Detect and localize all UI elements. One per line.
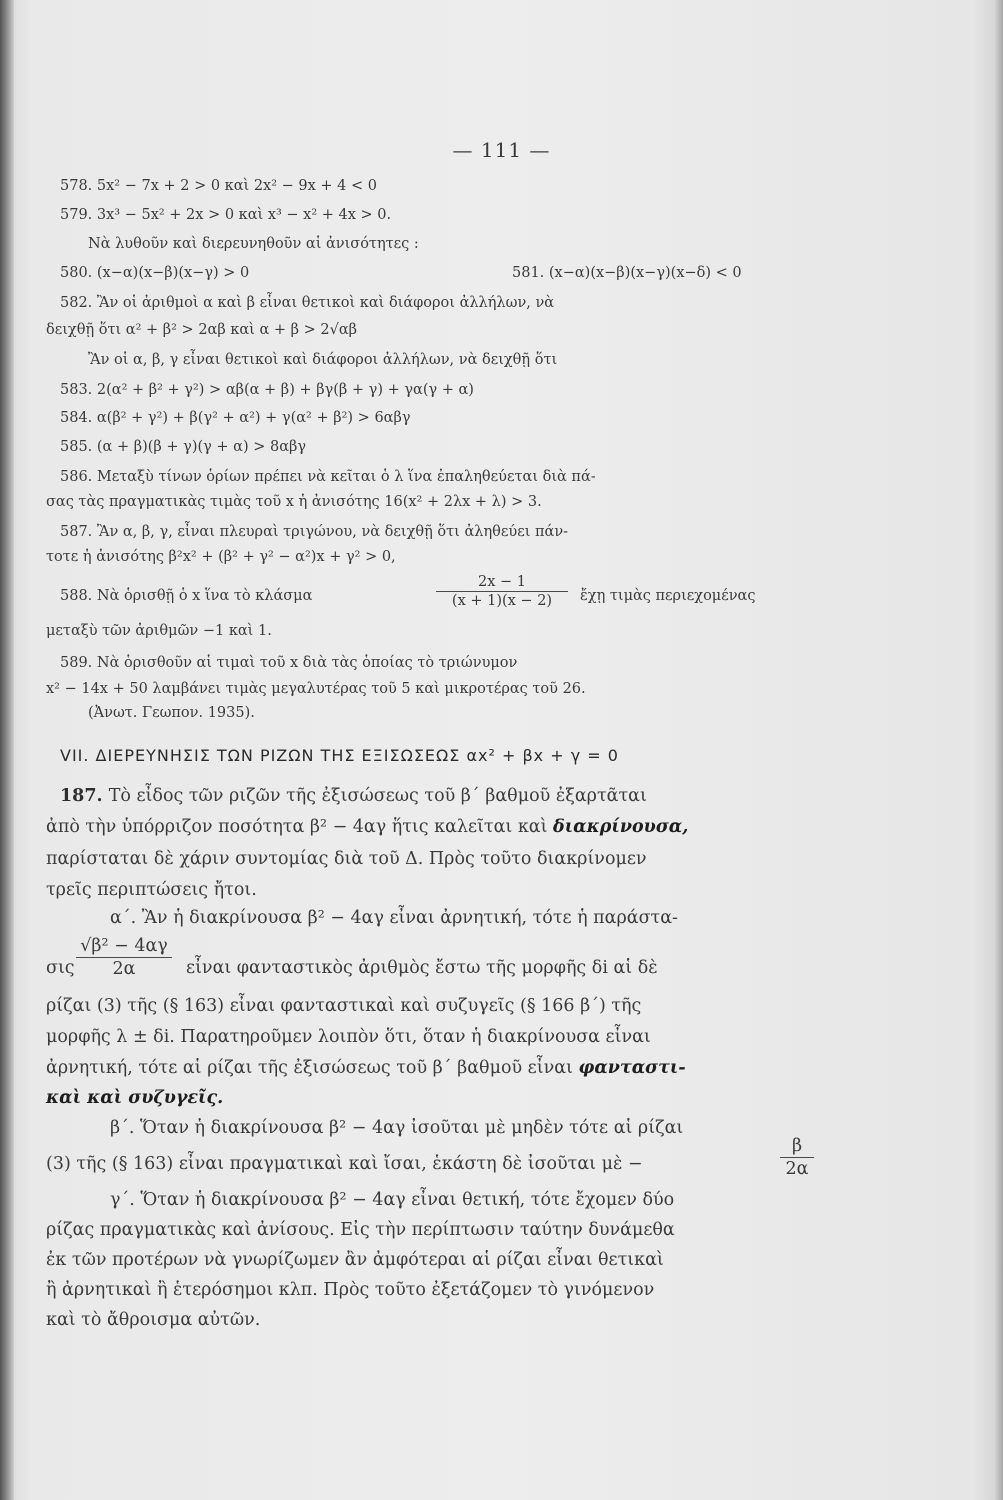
exercise-584: 584. α(β² + γ²) + β(γ² + α²) + γ(α² + β²) > 6αβγ (60, 410, 411, 426)
case-b-line1: β΄. Ὅταν ἡ διακρίνουσα β² − 4αγ ἰσοῦται μὲ μηδὲν τότε αἱ ρίζαι (110, 1118, 684, 1138)
exercise-589-source: (Ἀνωτ. Γεωπον. 1935). (88, 705, 255, 721)
case-c-line3: ἐκ τῶν προτέρων νὰ γνωρίζωμεν ἂν ἀμφότεραι αἱ ρίζαι εἶναι θετικαὶ (46, 1250, 664, 1270)
exercise-588: 588. Νὰ ὁρισθῇ ὁ x ἵνα τὸ κλάσμα (60, 588, 313, 604)
term-imaginary: φανταστι- (578, 1058, 686, 1078)
exercise-586-cont: σας τὰς πραγματικὰς τιμὰς τοῦ x ἡ ἀνισότης 16(x² + 2λx + λ) > 3. (46, 494, 542, 510)
instruction-show: Ἂν οἱ α, β, γ εἶναι θετικοὶ καὶ διάφοροι ἀλλήλων, νὰ δειχθῇ ὅτι (88, 352, 558, 368)
exercise-588-post: ἔχῃ τιμὰς περιεχομένας (580, 588, 756, 604)
instruction-solve: Νὰ λυθοῦν καὶ διερευνηθοῦν αἱ ἀνισότητες : (88, 236, 419, 252)
exercise-587: 587. Ἂν α, β, γ, εἶναι πλευραὶ τριγώνου, νὰ δειχθῇ ὅτι ἀληθεύει πάν- (60, 524, 569, 540)
case-c-line2: ρίζας πραγματικὰς καὶ ἀνίσους. Εἰς τὴν περίπτωσιν ταύτην δυνάμεθα (46, 1220, 675, 1240)
paragraph-187-line2: ἀπὸ τὴν ὑπόρριζον ποσότητα β² − 4αγ ἥτις καλεῖται καὶ διακρίνουσα, (46, 817, 689, 837)
exercise-583: 583. 2(α² + β² + γ²) > αβ(α + β) + βγ(β + γ) + γα(γ + α) (60, 382, 474, 398)
case-c-line1: γ΄. Ὅταν ἡ διακρίνουσα β² − 4αγ εἶναι θετική, τότε ἔχομεν δύο (110, 1190, 675, 1210)
exercise-581: 581. (x−α)(x−β)(x−γ)(x−δ) < 0 (512, 265, 742, 281)
exercise-587-cont: τοτε ἡ ἀνισότης β²x² + (β² + γ² − α²)x + γ² > 0, (46, 549, 396, 565)
paragraph-187-line4: τρεῖς περιπτώσεις ἤτοι. (46, 880, 257, 900)
case-c-line5: καὶ τὸ ἄθροισμα αὐτῶν. (46, 1310, 261, 1330)
case-a-fraction (76, 936, 172, 979)
case-a-line5: ἀρνητική, τότε αἱ ρίζαι τῆς ἐξισώσεως τοῦ β΄ βαθμοῦ εἶναι φανταστι- (46, 1058, 686, 1078)
exercise-582-cont: δειχθῇ ὅτι α² + β² > 2αβ καὶ α + β > 2√αβ (46, 322, 358, 338)
exercise-588-fraction (436, 574, 568, 609)
case-a-pre: σις (46, 958, 75, 978)
page-binding-shadow (0, 0, 14, 1500)
fraction-numerator: β (791, 1136, 803, 1156)
fraction-numerator: 2x − 1 (478, 574, 526, 590)
case-c-line4: ἢ ἀρνητικαὶ ἢ ἑτερόσημοι κλπ. Πρὸς τοῦτο ἐξετάζομεν τὸ γινόμενον (46, 1280, 655, 1300)
page-edge (993, 0, 1003, 1500)
case-a-line3: ρίζαι (3) τῆς (§ 163) εἶναι φανταστικαὶ καὶ συζυγεῖς (§ 166 β΄) τῆς (46, 996, 642, 1016)
exercise-589: 589. Νὰ ὁρισθοῦν αἱ τιμαὶ τοῦ x διὰ τὰς ὁποίας τὸ τριώνυμον (60, 655, 518, 671)
section-number: 187. (60, 786, 109, 806)
fraction-numerator: √β² − 4αγ (80, 936, 168, 956)
exercise-582: 582. Ἂν οἱ ἀριθμοὶ α καὶ β εἶναι θετικοὶ καὶ διάφοροι ἀλλήλων, νὰ (60, 295, 555, 311)
paragraph-187-line3: παρίσταται δὲ χάριν συντομίας διὰ τοῦ Δ. Πρὸς τοῦτο διακρίνομεν (46, 849, 647, 869)
fraction-denominator: 2α (112, 959, 136, 979)
exercise-585: 585. (α + β)(β + γ)(γ + α) > 8αβγ (60, 439, 307, 455)
fraction-denominator: (x + 1)(x − 2) (451, 593, 553, 609)
case-b-fraction (780, 1136, 814, 1179)
exercise-589-cont: x² − 14x + 50 λαμβάνει τιμὰς μεγαλυτέρας τοῦ 5 καὶ μικροτέρας τοῦ 26. (46, 681, 586, 697)
case-b-line2: (3) τῆς (§ 163) εἶναι πραγματικαὶ καὶ ἴσαι, ἑκάστη δὲ ἰσοῦται μὲ − (46, 1154, 643, 1174)
case-a-line6: καὶ καὶ συζυγεῖς. (46, 1088, 224, 1108)
paragraph-187-line1: 187. Τὸ εἶδος τῶν ριζῶν τῆς ἐξισώσεως τοῦ β΄ βαθμοῦ ἐξαρτᾶται (60, 786, 647, 806)
case-a-line4: μορφῆς λ ± δi. Παρατηροῦμεν λοιπὸν ὅτι, ὅταν ἡ διακρίνουσα εἶναι (46, 1027, 651, 1047)
exercise-579: 579. 3x³ − 5x² + 2x > 0 καὶ x³ − x² + 4x > 0. (60, 207, 392, 223)
page-number: — 111 — (452, 138, 551, 162)
section-heading: VII. ΔΙΕΡΕΥΝΗΣΙΣ ΤΩΝ ΡΙΖΩΝ ΤΗΣ ΕΞΙΣΩΣΕΩΣ αx² + βx + γ = 0 (60, 746, 619, 765)
case-a-line2: εἶναι φανταστικὸς ἀριθμὸς ἔστω τῆς μορφῆς δi αἱ δὲ (186, 958, 658, 978)
term-discriminant: διακρίνουσα, (553, 817, 689, 837)
exercise-578: 578. 5x² − 7x + 2 > 0 καὶ 2x² − 9x + 4 < 0 (60, 178, 377, 194)
exercise-588-cont: μεταξὺ τῶν ἀριθμῶν −1 καὶ 1. (46, 623, 272, 639)
exercise-586: 586. Μεταξὺ τίνων ὁρίων πρέπει νὰ κεῖται ὁ λ ἵνα ἐπαληθεύεται διὰ πά- (60, 469, 596, 485)
case-a-line1: α΄. Ἂν ἡ διακρίνουσα β² − 4αγ εἶναι ἀρνητική, τότε ἡ παράστα- (110, 908, 678, 928)
fraction-denominator: 2α (785, 1159, 809, 1179)
exercise-580: 580. (x−α)(x−β)(x−γ) > 0 (60, 265, 250, 281)
